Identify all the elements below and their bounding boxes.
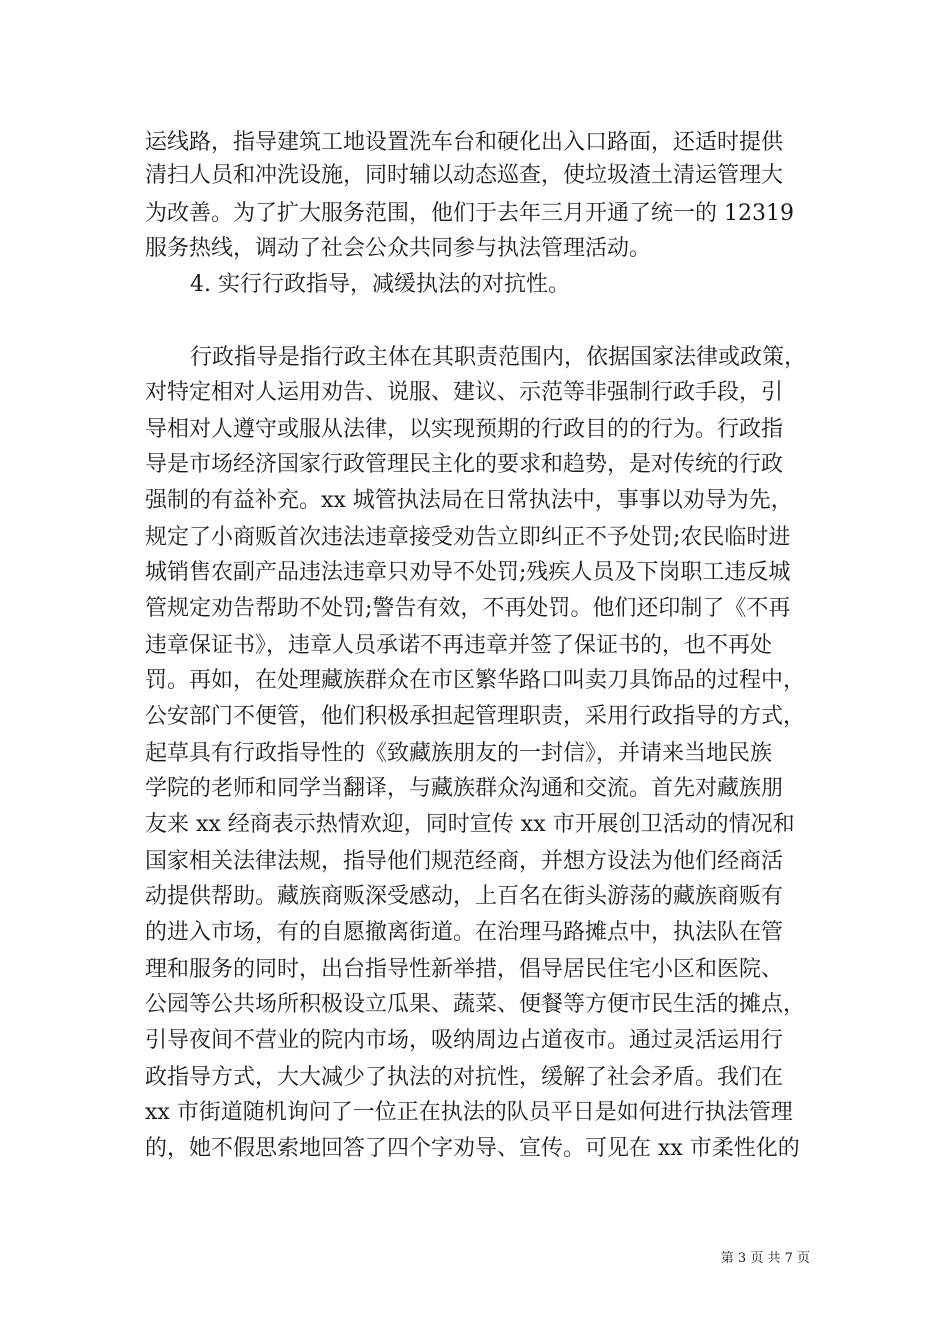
body-text-line: 违章保证书》，违章人员承诺不再违章并签了保证书的，也不再处 (145, 633, 773, 658)
body-text-line: 起草具有行政指导性的《致藏族朋友的一封信》，并请来当地民族 (145, 741, 773, 766)
page-number-footer: 第 3 页 共 7 页 (720, 1251, 810, 1266)
body-text-line: 导是市场经济国家行政管理民主化的要求和趋势，是对传统的行政 (145, 452, 784, 477)
body-text-line: 行政指导是指行政主体在其职责范围内，依据国家法律或政策， (190, 345, 807, 370)
body-text-line: 动提供帮助。藏族商贩深受感动，上百名在街头游荡的藏族商贩有 (145, 884, 784, 909)
body-text-line: xx 市街道随机询问了一位正在执法的队员平日是如何进行执法管理 (145, 1100, 793, 1125)
body-text-line: 友来 xx 经商表示热情欢迎，同时宣传 xx 市开展创卫活动的情况和 (145, 812, 795, 837)
body-text-line: 学院的老师和同学当翻译，与藏族群众沟通和交流。首先对藏族朋 (145, 776, 784, 801)
body-text-line: 城销售农副产品违法违章只劝导不处罚;残疾人员及下岗职工违反城 (145, 560, 791, 585)
body-text-line: 的，她不假思索地回答了四个字劝导、宣传。可见在 xx 市柔性化的 (145, 1136, 800, 1161)
body-text-line: 公安部门不便管，他们积极承担起管理职责，采用行政指导的方式， (145, 704, 806, 729)
body-text-line: 为改善。为了扩大服务范围，他们于去年三月开通了统一的 12319 (145, 201, 794, 226)
body-text-line: 清扫人员和冲洗设施，同时辅以动态巡查，使垃圾渣土清运管理大 (145, 163, 784, 188)
body-text-line: 运线路，指导建筑工地设置洗车台和硬化出入口路面，还适时提供 (145, 130, 784, 155)
body-text-line: 政指导方式，大大减少了执法的对抗性，缓解了社会矛盾。我们在 (145, 1065, 784, 1090)
body-text-line: 罚。再如，在处理藏族群众在市区繁华路口叫卖刀具饰品的过程中， (145, 668, 806, 693)
body-text-line: 规定了小商贩首次违法违章接受劝告立即纠正不予处罚;农民临时进 (145, 525, 791, 550)
body-text-line: 强制的有益补充。xx 城管执法局在日常执法中，事事以劝导为先， (145, 488, 793, 513)
body-text-line: 引导夜间不营业的院内市场，吸纳周边占道夜市。通过灵活运用行 (145, 1028, 784, 1053)
body-text-line: 的进入市场，有的自愿撤离街道。在治理马路摊点中，执法队在管 (145, 920, 784, 945)
body-text-line: 国家相关法律法规，指导他们规范经商，并想方设法为他们经商活 (145, 849, 784, 874)
body-text-line: 理和服务的同时，出台指导性新举措，倡导居民住宅小区和医院、 (145, 957, 784, 982)
body-text-line: 管规定劝告帮助不处罚;警告有效，不再处罚。他们还印制了《不再 (145, 596, 791, 621)
body-text-line: 对特定相对人运用劝告、说服、建议、示范等非强制行政手段，引 (145, 380, 784, 405)
body-text-line: 服务热线，调动了社会公众共同参与执法管理活动。 (145, 236, 652, 261)
body-text-line: 导相对人遵守或服从法律，以实现预期的行政目的的行为。行政指 (145, 417, 784, 442)
body-text-line: 公园等公共场所积极设立瓜果、蔬菜、便餐等方便市民生活的摊点， (145, 992, 806, 1017)
section-heading: 4. 实行行政指导，减缓执法的对抗性。 (190, 272, 570, 297)
